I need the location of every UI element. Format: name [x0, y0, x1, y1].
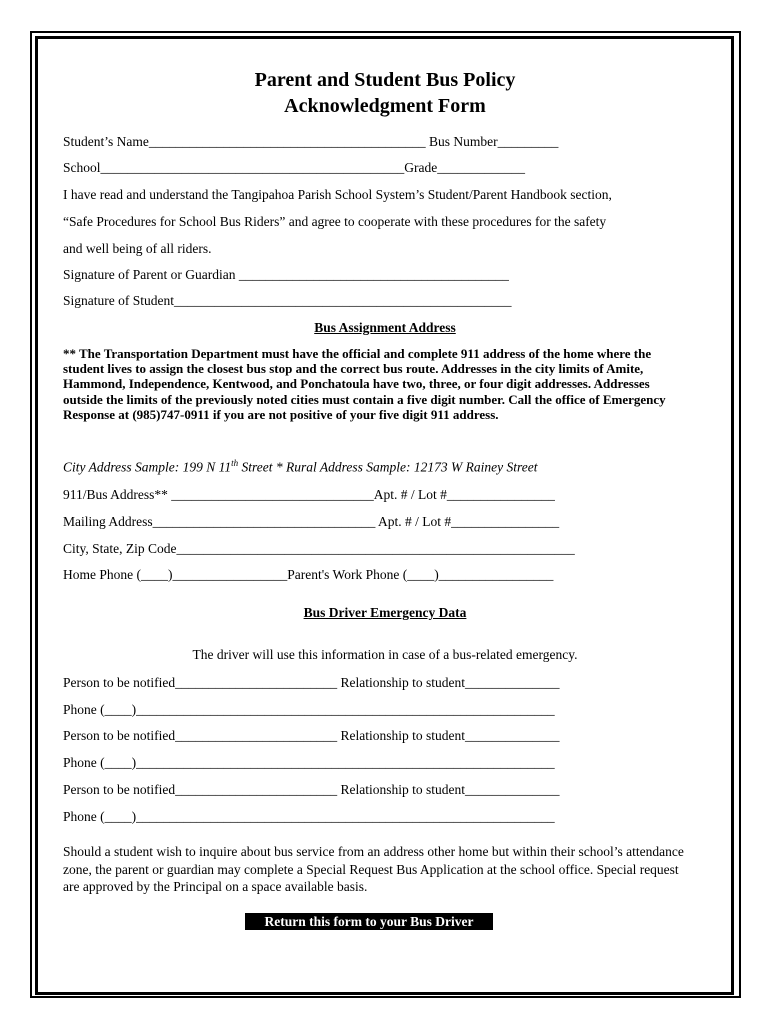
phone-field-1[interactable]: Phone (____)______________________________________________________________ — [63, 702, 555, 717]
special-request-paragraph: Should a student wish to inquire about bus service from an address other home but within their school’s attendance zone, the parent or guardian may complete a Special Request Bus Application at the school office. Special request are approved by the Principal on a space available basis. — [63, 844, 684, 894]
students-name-field[interactable]: Student’s Name_________________________________________ Bus Number_________ — [63, 134, 559, 149]
form-title-line1: Parent and Student Bus Policy — [254, 69, 516, 91]
agreement-line-1: I have read and understand the Tangipahoa Parish School System’s Student/Parent Handbook section, — [63, 187, 612, 202]
person-notified-field-3[interactable]: Person to be notified________________________ Relationship to student______________ — [63, 782, 560, 797]
parent-signature-field[interactable]: Signature of Parent or Guardian ________________________________________ — [63, 267, 509, 282]
agreement-line-2: “Safe Procedures for School Bus Riders” and agree to cooperate with these procedures for the safety — [63, 214, 607, 229]
phone-field-3[interactable]: Phone (____)______________________________________________________________ — [63, 809, 555, 824]
bus-assignment-heading: Bus Assignment Address — [314, 320, 456, 335]
address-notice: ** The Transportation Department must have the official and complete 911 address of the home where the student lives to assign the closest bus stop and the correct bus route. Addresses in the city limits of Amite, Hammond, Independence, Kentwood, and Ponchatoula have two, three, or four digit addresses. Addresses outside the limits of the previously noted cities must contain a five digit number. Call the office of Emergency Response at (985)747-0911 if you are not positive of your five digit 911 address. — [63, 346, 666, 422]
agreement-line-3: and well being of all riders. — [63, 241, 212, 256]
address-sample: City Address Sample: 199 N 11th Street * Rural Address Sample: 12173 W Rainey Street — [63, 458, 538, 475]
emergency-intro: The driver will use this information in case of a bus-related emergency. — [192, 647, 578, 662]
person-notified-field-1[interactable]: Person to be notified________________________ Relationship to student______________ — [63, 675, 560, 690]
student-signature-field[interactable]: Signature of Student__________________________________________________ — [63, 293, 512, 308]
city-state-zip-field[interactable]: City, State, Zip Code___________________________________________________________ — [63, 541, 575, 556]
school-field[interactable]: School_____________________________________________Grade_____________ — [63, 160, 525, 175]
emergency-heading: Bus Driver Emergency Data — [303, 605, 467, 620]
bus-address-field[interactable]: 911/Bus Address** ______________________________Apt. # / Lot #________________ — [63, 487, 555, 502]
mailing-address-field[interactable]: Mailing Address_________________________________ Apt. # / Lot #________________ — [63, 514, 560, 529]
phone-fields[interactable]: Home Phone (____)_________________Parent's Work Phone (____)_________________ — [63, 567, 554, 582]
person-notified-field-2[interactable]: Person to be notified________________________ Relationship to student______________ — [63, 728, 560, 743]
return-form-note: Return this form to your Bus Driver — [245, 913, 493, 930]
phone-field-2[interactable]: Phone (____)______________________________________________________________ — [63, 755, 555, 770]
form-title-line2: Acknowledgment Form — [284, 95, 486, 117]
